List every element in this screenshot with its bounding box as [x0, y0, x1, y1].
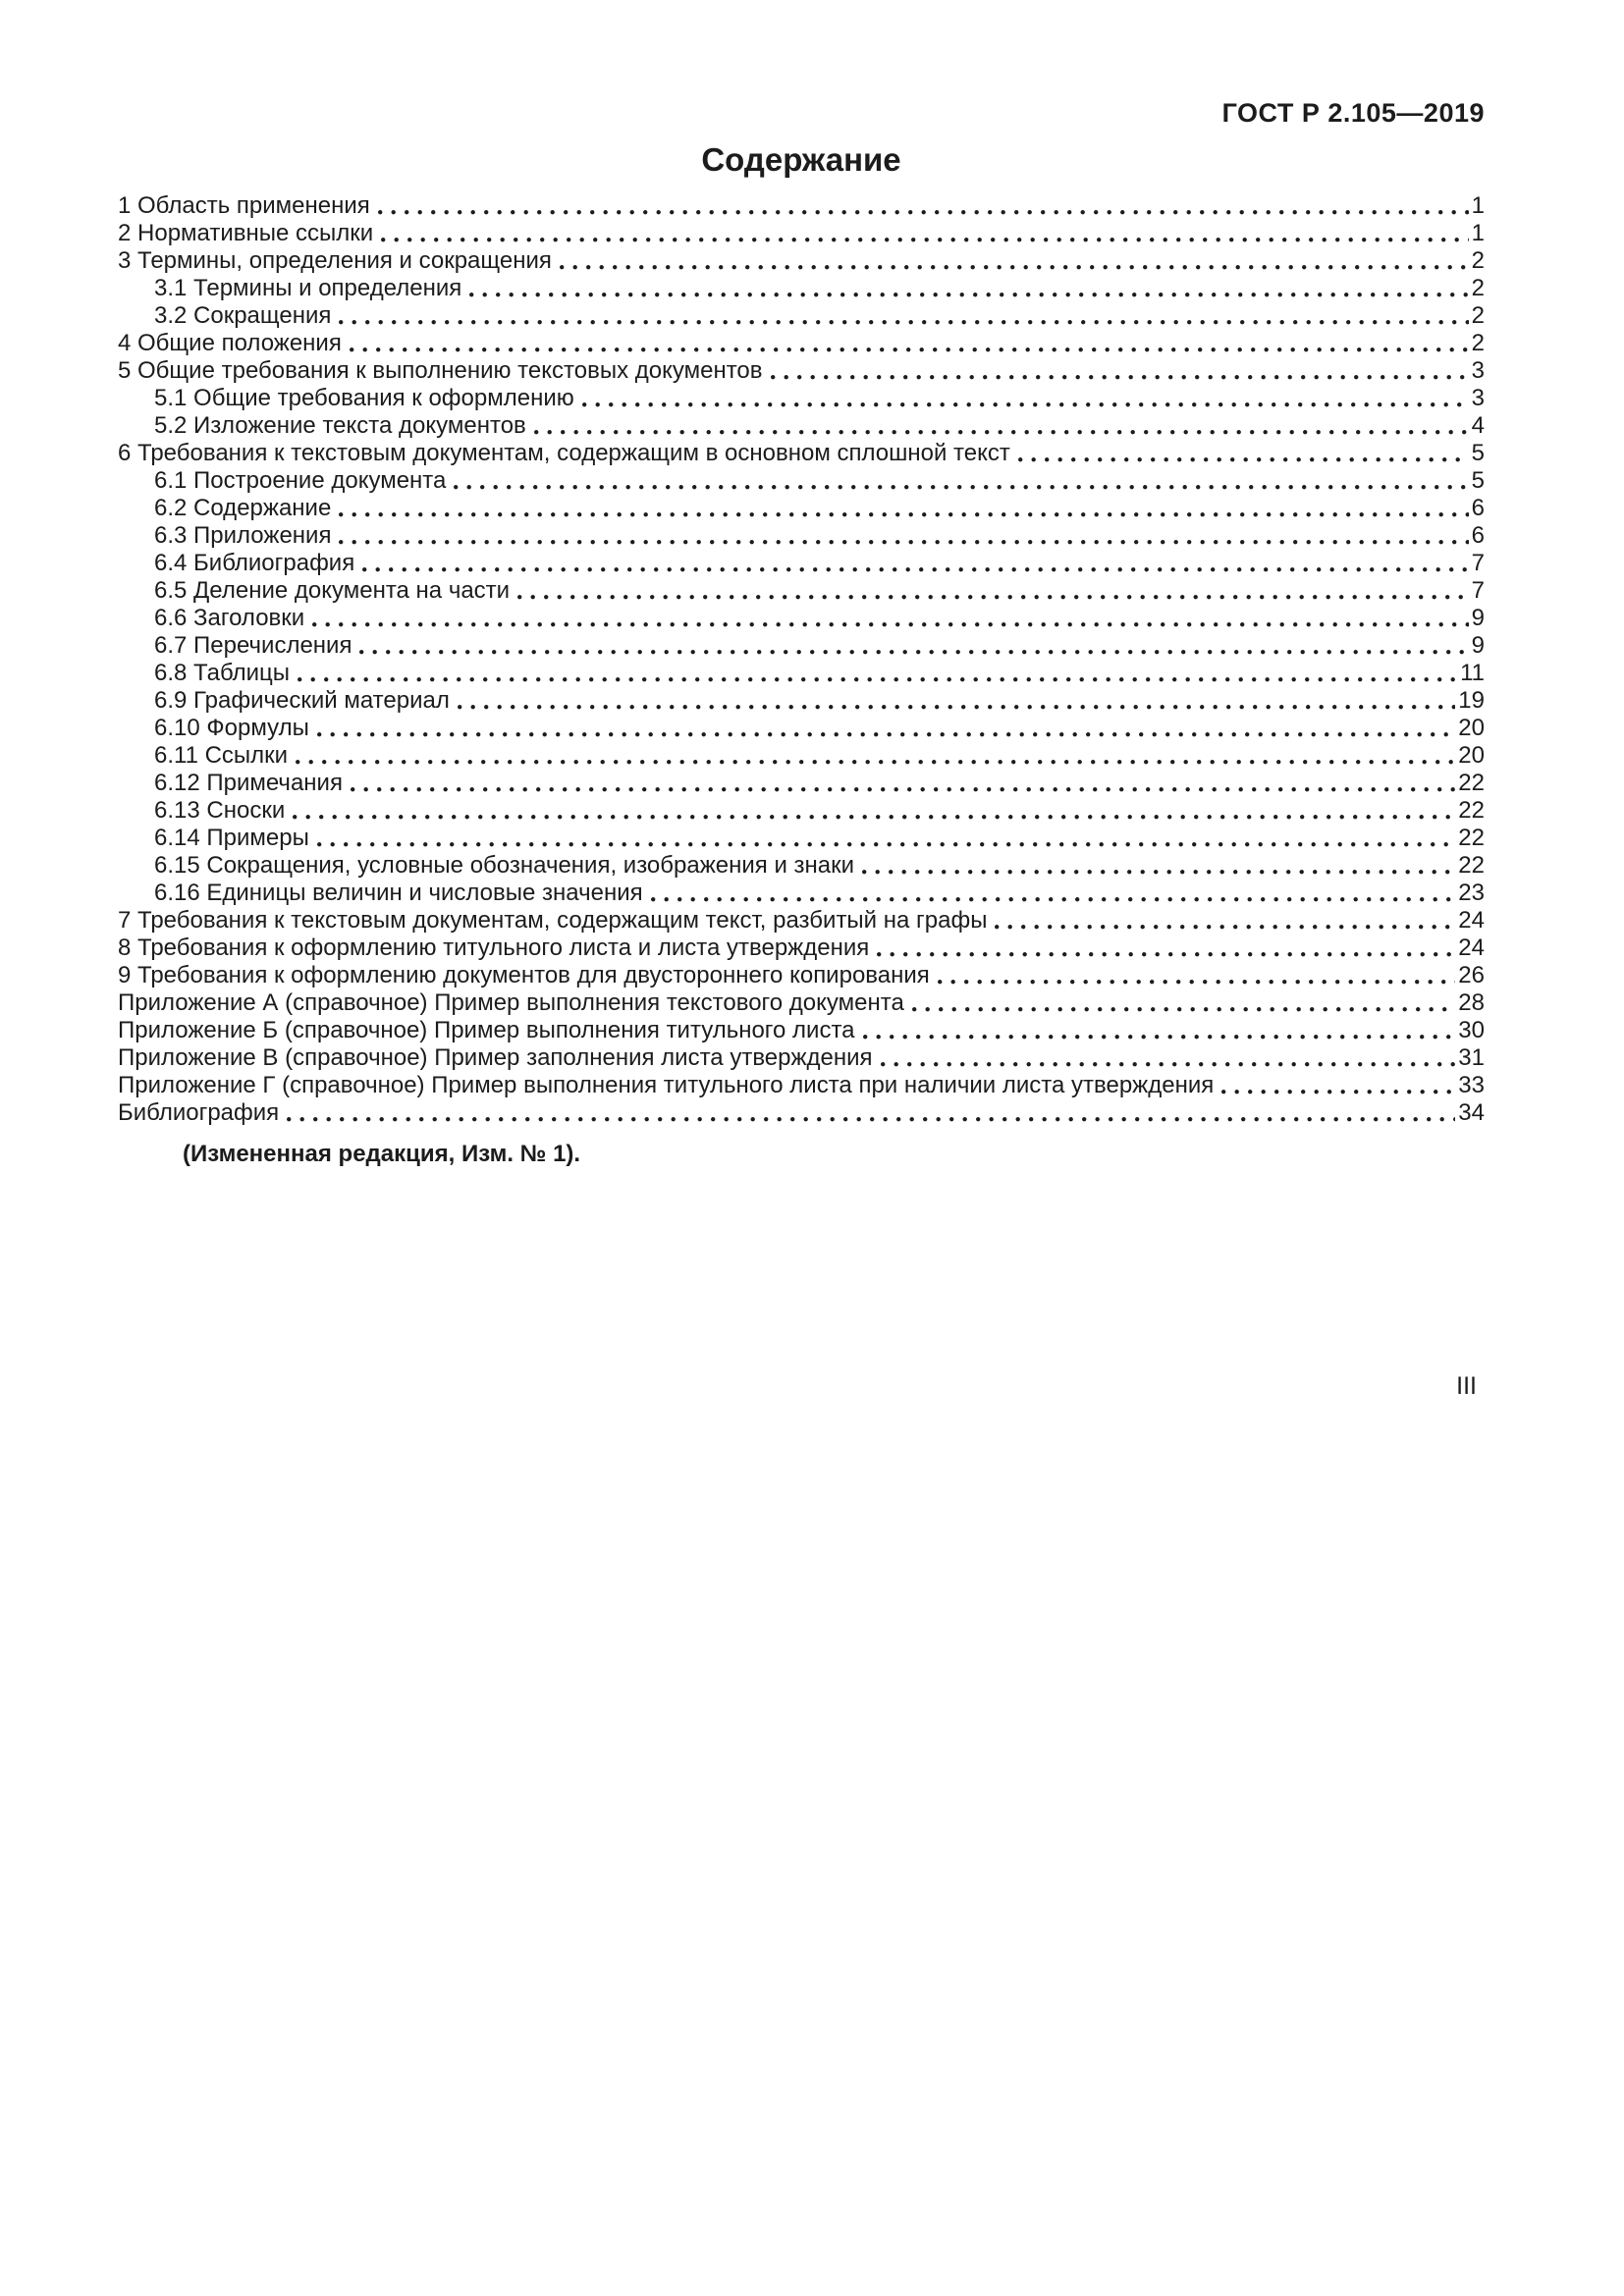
toc-entry — [118, 275, 1485, 302]
dot-leader — [1018, 457, 1469, 462]
page-title: Содержание — [701, 141, 901, 178]
dot-leader — [517, 595, 1469, 600]
dot-leader — [339, 320, 1468, 325]
dot-leader — [458, 705, 1455, 710]
toc-entry-page: 20 — [1458, 715, 1485, 741]
dot-leader — [317, 732, 1455, 737]
toc-entry-label: 6.9 Графический материал — [154, 687, 450, 714]
dot-leader — [317, 842, 1455, 847]
dot-leader — [350, 347, 1469, 352]
toc-entry-label: 6.13 Сноски — [154, 797, 286, 824]
toc-entry — [118, 989, 1485, 1017]
toc-entry — [118, 330, 1485, 357]
dot-leader — [339, 512, 1468, 517]
toc-entry-page: 28 — [1458, 989, 1485, 1016]
toc-entry — [118, 880, 1485, 907]
toc-entry-label: 5.1 Общие требования к оформлению — [154, 385, 574, 411]
toc-entry-page: 2 — [1471, 247, 1485, 274]
toc-entry-label: Приложение Б (справочное) Пример выполнения титульного листа — [118, 1017, 855, 1043]
dot-leader — [351, 787, 1455, 792]
toc-entry-page: 19 — [1458, 687, 1485, 714]
toc-entry-page: 2 — [1471, 302, 1485, 329]
toc-entry — [118, 412, 1485, 440]
toc-entry-page: 26 — [1458, 962, 1485, 988]
folio-page-number: III — [1456, 1372, 1477, 1400]
toc-entry-label: 6.11 Ссылки — [154, 742, 289, 769]
dot-leader — [312, 622, 1468, 627]
toc-entry — [118, 467, 1485, 495]
toc-entry-label: 6.5 Деление документа на части — [154, 577, 511, 604]
toc-entry-label: 6.1 Построение документа — [154, 467, 447, 494]
toc-entry — [118, 797, 1485, 825]
toc-entry-page: 23 — [1458, 880, 1485, 906]
toc-entry — [118, 962, 1485, 989]
toc-entry-label: 6.14 Примеры — [154, 825, 309, 851]
toc-entry-label: 9 Требования к оформлению документов для двустороннего копирования — [118, 962, 930, 988]
toc-entry-label: 8 Требования к оформлению титульного листа и листа утверждения — [118, 934, 870, 961]
toc-entry-page: 6 — [1471, 495, 1485, 521]
dot-leader — [863, 1035, 1456, 1040]
toc-entry-label: 4 Общие положения — [118, 330, 342, 356]
toc-entry — [118, 852, 1485, 880]
toc-entry-label: 3.1 Термины и определения — [154, 275, 462, 301]
dot-leader — [560, 265, 1469, 270]
dot-leader — [771, 375, 1469, 380]
toc-entry-page: 2 — [1471, 330, 1485, 356]
dot-leader — [339, 540, 1468, 545]
toc-entry-page: 4 — [1471, 412, 1485, 439]
toc-entry — [118, 192, 1485, 220]
dot-leader — [378, 210, 1469, 215]
toc-entry-page: 20 — [1458, 742, 1485, 769]
toc-entry-label: Приложение В (справочное) Пример заполнения листа утверждения — [118, 1044, 873, 1071]
toc-entry-label: 6.15 Сокращения, условные обозначения, изображения и знаки — [154, 852, 855, 879]
toc-entry-page: 24 — [1458, 907, 1485, 934]
dot-leader — [359, 650, 1468, 655]
toc-entry — [118, 742, 1485, 770]
toc-entry — [118, 825, 1485, 852]
toc-entry-label: 2 Нормативные ссылки — [118, 220, 374, 246]
dot-leader — [454, 485, 1468, 490]
toc-entry-label: 7 Требования к текстовым документам, содержащим текст, разбитый на графы — [118, 907, 988, 934]
toc-entry — [118, 357, 1485, 385]
dot-leader — [912, 1007, 1455, 1012]
toc-entry — [118, 522, 1485, 550]
toc-entry-label: 6.10 Формулы — [154, 715, 309, 741]
toc-entry-page: 22 — [1458, 770, 1485, 796]
toc-entry-label: 6.3 Приложения — [154, 522, 332, 549]
toc-entry-page: 33 — [1458, 1072, 1485, 1098]
toc-entry-page: 5 — [1471, 440, 1485, 466]
toc-entry-page: 9 — [1471, 632, 1485, 659]
toc-entry-page: 7 — [1471, 550, 1485, 576]
toc-entry-page: 22 — [1458, 797, 1485, 824]
toc-entry-page: 1 — [1471, 192, 1485, 219]
toc-entry — [118, 220, 1485, 247]
toc-entry — [118, 770, 1485, 797]
toc-entry-page: 9 — [1471, 605, 1485, 631]
toc-entry-label: 6.6 Заголовки — [154, 605, 305, 631]
dot-leader — [296, 760, 1455, 765]
toc-entry — [118, 1017, 1485, 1044]
toc-entry — [118, 550, 1485, 577]
toc-entry — [118, 247, 1485, 275]
dot-leader — [381, 238, 1468, 242]
toc-entry-label: 6.8 Таблицы — [154, 660, 291, 686]
toc-entry — [118, 302, 1485, 330]
toc-entry-page: 1 — [1471, 220, 1485, 246]
revision-note: (Измененная редакция, Изм. № 1). — [183, 1141, 581, 1167]
toc-entry-page: 3 — [1471, 357, 1485, 384]
dot-leader — [534, 430, 1469, 435]
toc-entry-page: 34 — [1458, 1099, 1485, 1126]
dot-leader — [881, 1062, 1456, 1067]
toc-entry — [118, 1072, 1485, 1099]
toc-entry-label: 6.4 Библиография — [154, 550, 355, 576]
toc-entry-label: 6.16 Единицы величин и числовые значения — [154, 880, 643, 906]
dot-leader — [995, 925, 1455, 930]
toc-entry — [118, 907, 1485, 934]
dot-leader — [287, 1117, 1455, 1122]
toc-entry-label: 3.2 Сокращения — [154, 302, 332, 329]
toc-entry-page: 7 — [1471, 577, 1485, 604]
toc-entry — [118, 440, 1485, 467]
toc-entry-label: 6.7 Перечисления — [154, 632, 352, 659]
toc-entry-label: 6.2 Содержание — [154, 495, 332, 521]
toc-entry-label: 6.12 Примечания — [154, 770, 343, 796]
toc-entry-label: Приложение Г (справочное) Пример выполнения титульного листа при наличии листа утверждения — [118, 1072, 1215, 1098]
toc-entry-page: 24 — [1458, 934, 1485, 961]
toc-entry-label: Библиография — [118, 1099, 280, 1126]
dot-leader — [298, 677, 1457, 682]
toc-list — [118, 192, 1485, 1127]
toc-entry-label: Приложение А (справочное) Пример выполнения текстового документа — [118, 989, 904, 1016]
toc-entry-page: 30 — [1458, 1017, 1485, 1043]
toc-entry-label: 5.2 Изложение текста документов — [154, 412, 526, 439]
toc-entry — [118, 660, 1485, 687]
toc-entry — [118, 577, 1485, 605]
toc-entry-label: 1 Область применения — [118, 192, 370, 219]
toc-entry-page: 22 — [1458, 825, 1485, 851]
dot-leader — [582, 402, 1469, 407]
doc-code: ГОСТ Р 2.105—2019 — [1221, 98, 1485, 128]
dot-leader — [938, 980, 1456, 985]
dot-leader — [293, 815, 1455, 820]
toc-entry — [118, 934, 1485, 962]
toc-entry-page: 6 — [1471, 522, 1485, 549]
toc-entry-label: 3 Термины, определения и сокращения — [118, 247, 552, 274]
toc-entry-label: 6 Требования к текстовым документам, содержащим в основном сплошной текст — [118, 440, 1010, 466]
dot-leader — [877, 952, 1455, 957]
toc-entry-page: 31 — [1458, 1044, 1485, 1071]
toc-entry-page: 11 — [1460, 660, 1485, 686]
toc-entry — [118, 385, 1485, 412]
toc-entry-page: 3 — [1471, 385, 1485, 411]
toc-entry-page: 2 — [1471, 275, 1485, 301]
toc-entry — [118, 605, 1485, 632]
dot-leader — [469, 293, 1468, 297]
toc-entry-page: 5 — [1471, 467, 1485, 494]
dot-leader — [862, 870, 1455, 875]
toc-entry — [118, 1099, 1485, 1127]
dot-leader — [362, 567, 1468, 572]
toc-entry — [118, 495, 1485, 522]
toc-entry — [118, 1044, 1485, 1072]
toc-entry — [118, 715, 1485, 742]
toc-entry-label: 5 Общие требования к выполнению текстовых документов — [118, 357, 763, 384]
dot-leader — [651, 897, 1456, 902]
toc-entry-page: 22 — [1458, 852, 1485, 879]
toc-entry — [118, 632, 1485, 660]
dot-leader — [1221, 1090, 1455, 1095]
toc-entry — [118, 687, 1485, 715]
